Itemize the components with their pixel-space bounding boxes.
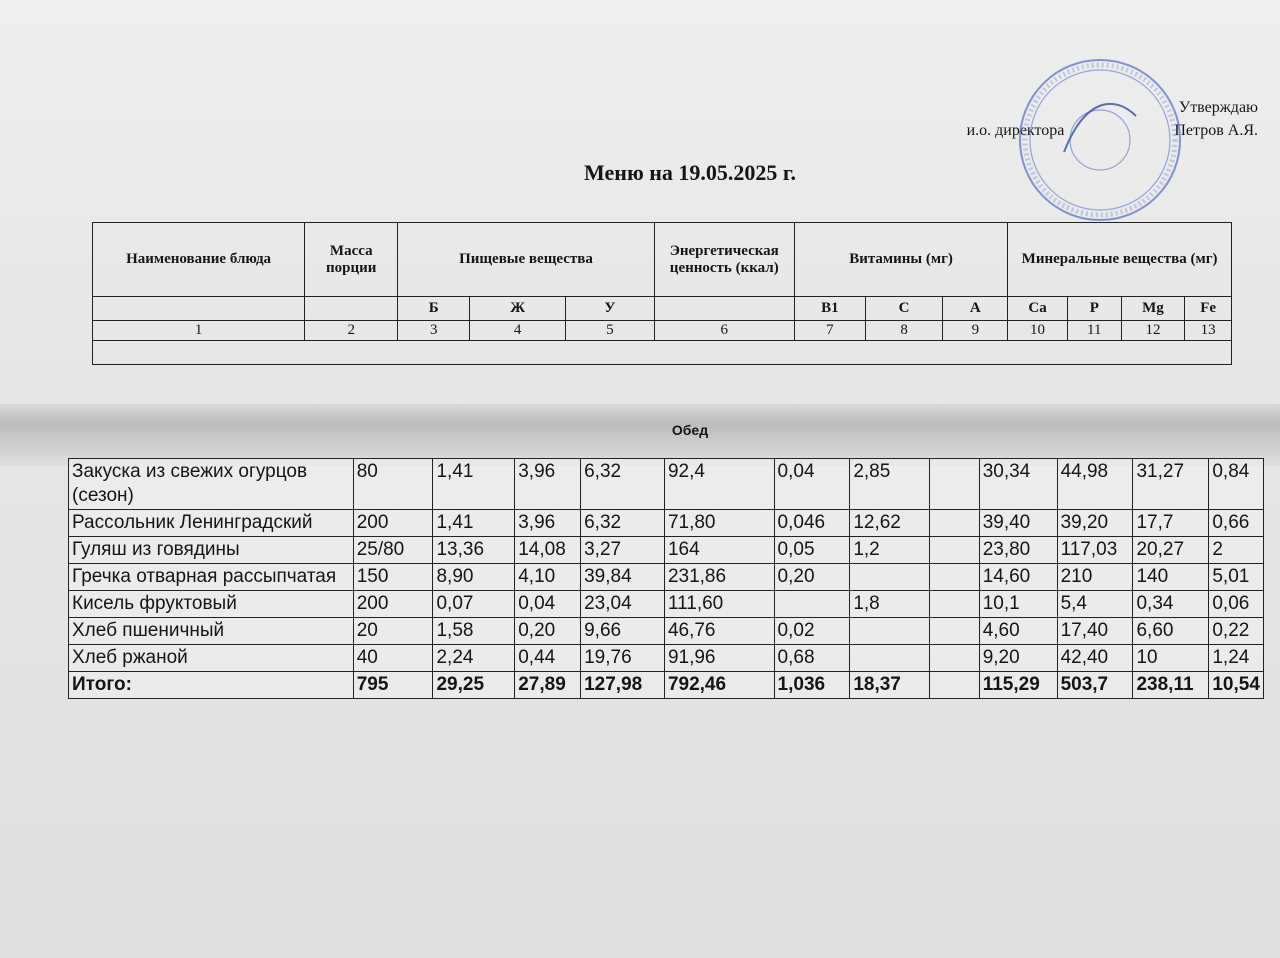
vit-a-cell bbox=[930, 537, 980, 564]
calcium-cell: 10,1 bbox=[979, 591, 1057, 618]
dish-name-cell: Кисель фруктовый bbox=[69, 591, 354, 618]
portion-mass-cell: 795 bbox=[353, 672, 433, 699]
vit-a-cell bbox=[930, 618, 980, 645]
phosphorus-cell: 17,40 bbox=[1057, 618, 1133, 645]
portion-mass-cell: 200 bbox=[353, 591, 433, 618]
vit-c-cell: 18,37 bbox=[850, 672, 930, 699]
total-row bbox=[69, 672, 1264, 699]
energy-cell: 92,4 bbox=[664, 459, 774, 510]
dish-name-cell: Хлеб пшеничный bbox=[69, 618, 354, 645]
section-title: Обед bbox=[671, 422, 709, 438]
approval-line: Утверждаю bbox=[1178, 99, 1258, 116]
sub-ca: Са bbox=[1008, 297, 1068, 321]
iron-cell: 5,01 bbox=[1209, 564, 1264, 591]
col-num: 12 bbox=[1121, 321, 1185, 341]
table-row bbox=[69, 591, 1264, 618]
phosphorus-cell: 210 bbox=[1057, 564, 1133, 591]
dish-name-cell: Рассольник Ленинградский bbox=[69, 510, 354, 537]
phosphorus-cell: 44,98 bbox=[1057, 459, 1133, 510]
dish-name-cell: Гречка отварная рассыпчатая bbox=[69, 564, 354, 591]
phosphorus-cell: 503,7 bbox=[1057, 672, 1133, 699]
vit-c-cell bbox=[850, 618, 930, 645]
phosphorus-cell: 39,20 bbox=[1057, 510, 1133, 537]
vit-b1-cell: 0,02 bbox=[774, 618, 850, 645]
iron-cell: 2 bbox=[1209, 537, 1264, 564]
energy-cell: 71,80 bbox=[664, 510, 774, 537]
phosphorus-cell: 42,40 bbox=[1057, 645, 1133, 672]
table-row bbox=[69, 564, 1264, 591]
vit-b1-cell: 0,68 bbox=[774, 645, 850, 672]
col-num: 9 bbox=[943, 321, 1008, 341]
carbs-cell: 23,04 bbox=[581, 591, 665, 618]
protein-cell: 29,25 bbox=[433, 672, 515, 699]
header-table bbox=[92, 222, 1232, 365]
fat-cell: 14,08 bbox=[515, 537, 581, 564]
col-num: 10 bbox=[1008, 321, 1068, 341]
vit-b1-cell: 0,04 bbox=[774, 459, 850, 510]
vit-b1-cell: 0,05 bbox=[774, 537, 850, 564]
school-stamp bbox=[1016, 56, 1184, 224]
header-vitamins: Витамины (мг) bbox=[794, 223, 1007, 297]
sub-u: У bbox=[566, 297, 654, 321]
col-num: 11 bbox=[1067, 321, 1121, 341]
fat-cell: 4,10 bbox=[515, 564, 581, 591]
iron-cell: 1,24 bbox=[1209, 645, 1264, 672]
protein-cell: 0,07 bbox=[433, 591, 515, 618]
col-num: 13 bbox=[1185, 321, 1232, 341]
header-energy: Энергетическая ценность (ккал) bbox=[654, 223, 794, 297]
vit-a-cell bbox=[930, 672, 980, 699]
calcium-cell: 4,60 bbox=[979, 618, 1057, 645]
sub-a: А bbox=[943, 297, 1008, 321]
col-num: 3 bbox=[398, 321, 470, 341]
magnesium-cell: 20,27 bbox=[1133, 537, 1209, 564]
carbs-cell: 39,84 bbox=[581, 564, 665, 591]
sub-b1: В1 bbox=[794, 297, 865, 321]
calcium-cell: 9,20 bbox=[979, 645, 1057, 672]
col-num: 6 bbox=[654, 321, 794, 341]
fat-cell: 0,44 bbox=[515, 645, 581, 672]
calcium-cell: 30,34 bbox=[979, 459, 1057, 510]
fat-cell: 3,96 bbox=[515, 459, 581, 510]
col-num: 7 bbox=[794, 321, 865, 341]
page-title: Меню на 19.05.2025 г. bbox=[584, 160, 796, 185]
iron-cell: 0,84 bbox=[1209, 459, 1264, 510]
calcium-cell: 39,40 bbox=[979, 510, 1057, 537]
protein-cell: 13,36 bbox=[433, 537, 515, 564]
carbs-cell: 9,66 bbox=[581, 618, 665, 645]
energy-cell: 91,96 bbox=[664, 645, 774, 672]
vit-c-cell bbox=[850, 645, 930, 672]
table-row bbox=[69, 618, 1264, 645]
energy-cell: 111,60 bbox=[664, 591, 774, 618]
empty-row bbox=[93, 341, 1232, 365]
carbs-cell: 127,98 bbox=[581, 672, 665, 699]
header-minerals: Минеральные вещества (мг) bbox=[1008, 223, 1232, 297]
fat-cell: 3,96 bbox=[515, 510, 581, 537]
header-mass: Масса порции bbox=[305, 223, 398, 297]
carbs-cell: 19,76 bbox=[581, 645, 665, 672]
protein-cell: 1,41 bbox=[433, 510, 515, 537]
table-row bbox=[69, 510, 1264, 537]
sub-b: Б bbox=[398, 297, 470, 321]
protein-cell: 1,41 bbox=[433, 459, 515, 510]
magnesium-cell: 10 bbox=[1133, 645, 1209, 672]
carbs-cell: 6,32 bbox=[581, 510, 665, 537]
phosphorus-cell: 117,03 bbox=[1057, 537, 1133, 564]
protein-cell: 2,24 bbox=[433, 645, 515, 672]
column-numbers-row bbox=[93, 321, 1232, 341]
calcium-cell: 23,80 bbox=[979, 537, 1057, 564]
protein-cell: 1,58 bbox=[433, 618, 515, 645]
col-num: 1 bbox=[93, 321, 305, 341]
fat-cell: 0,20 bbox=[515, 618, 581, 645]
dish-name-cell: Хлеб ржаной bbox=[69, 645, 354, 672]
signature-stroke bbox=[1064, 104, 1136, 152]
table-row bbox=[69, 459, 1264, 510]
portion-mass-cell: 150 bbox=[353, 564, 433, 591]
vit-a-cell bbox=[930, 459, 980, 510]
vit-b1-cell: 0,20 bbox=[774, 564, 850, 591]
table-row bbox=[69, 537, 1264, 564]
approval-name: Петров А.Я. bbox=[1174, 122, 1258, 139]
vit-a-cell bbox=[930, 510, 980, 537]
portion-mass-cell: 200 bbox=[353, 510, 433, 537]
energy-cell: 792,46 bbox=[664, 672, 774, 699]
magnesium-cell: 0,34 bbox=[1133, 591, 1209, 618]
sub-c: С bbox=[865, 297, 943, 321]
vit-c-cell: 1,2 bbox=[850, 537, 930, 564]
sub-p: Р bbox=[1067, 297, 1121, 321]
portion-mass-cell: 25/80 bbox=[353, 537, 433, 564]
magnesium-cell: 31,27 bbox=[1133, 459, 1209, 510]
phosphorus-cell: 5,4 bbox=[1057, 591, 1133, 618]
protein-cell: 8,90 bbox=[433, 564, 515, 591]
vit-a-cell bbox=[930, 564, 980, 591]
vit-b1-cell: 0,046 bbox=[774, 510, 850, 537]
portion-mass-cell: 40 bbox=[353, 645, 433, 672]
iron-cell: 0,66 bbox=[1209, 510, 1264, 537]
portion-mass-cell: 20 bbox=[353, 618, 433, 645]
magnesium-cell: 6,60 bbox=[1133, 618, 1209, 645]
col-num: 4 bbox=[470, 321, 566, 341]
iron-cell: 0,06 bbox=[1209, 591, 1264, 618]
table-row bbox=[69, 645, 1264, 672]
sub-mg: Mg bbox=[1121, 297, 1185, 321]
energy-cell: 46,76 bbox=[664, 618, 774, 645]
header-name: Наименование блюда bbox=[93, 223, 305, 297]
col-num: 5 bbox=[566, 321, 654, 341]
vit-c-cell bbox=[850, 564, 930, 591]
vit-b1-cell bbox=[774, 591, 850, 618]
vit-b1-cell: 1,036 bbox=[774, 672, 850, 699]
energy-cell: 164 bbox=[664, 537, 774, 564]
carbs-cell: 6,32 bbox=[581, 459, 665, 510]
iron-cell: 10,54 bbox=[1209, 672, 1264, 699]
vit-a-cell bbox=[930, 645, 980, 672]
vit-c-cell: 2,85 bbox=[850, 459, 930, 510]
energy-cell: 231,86 bbox=[664, 564, 774, 591]
vit-c-cell: 1,8 bbox=[850, 591, 930, 618]
magnesium-cell: 140 bbox=[1133, 564, 1209, 591]
header-food: Пищевые вещества bbox=[398, 223, 654, 297]
calcium-cell: 14,60 bbox=[979, 564, 1057, 591]
dish-name-cell: Гуляш из говядины bbox=[69, 537, 354, 564]
col-num: 2 bbox=[305, 321, 398, 341]
dish-name-cell: Итого: bbox=[69, 672, 354, 699]
dish-name-cell: Закуска из свежих огурцов (сезон) bbox=[69, 459, 354, 510]
sub-fe: Fe bbox=[1185, 297, 1232, 321]
sub-zh: Ж bbox=[470, 297, 566, 321]
vit-c-cell: 12,62 bbox=[850, 510, 930, 537]
menu-table bbox=[68, 458, 1264, 699]
iron-cell: 0,22 bbox=[1209, 618, 1264, 645]
fat-cell: 27,89 bbox=[515, 672, 581, 699]
vit-a-cell bbox=[930, 591, 980, 618]
magnesium-cell: 238,11 bbox=[1133, 672, 1209, 699]
col-num: 8 bbox=[865, 321, 943, 341]
calcium-cell: 115,29 bbox=[979, 672, 1057, 699]
carbs-cell: 3,27 bbox=[581, 537, 665, 564]
fat-cell: 0,04 bbox=[515, 591, 581, 618]
portion-mass-cell: 80 bbox=[353, 459, 433, 510]
approval-role: и.о. директора bbox=[966, 122, 1065, 139]
magnesium-cell: 17,7 bbox=[1133, 510, 1209, 537]
